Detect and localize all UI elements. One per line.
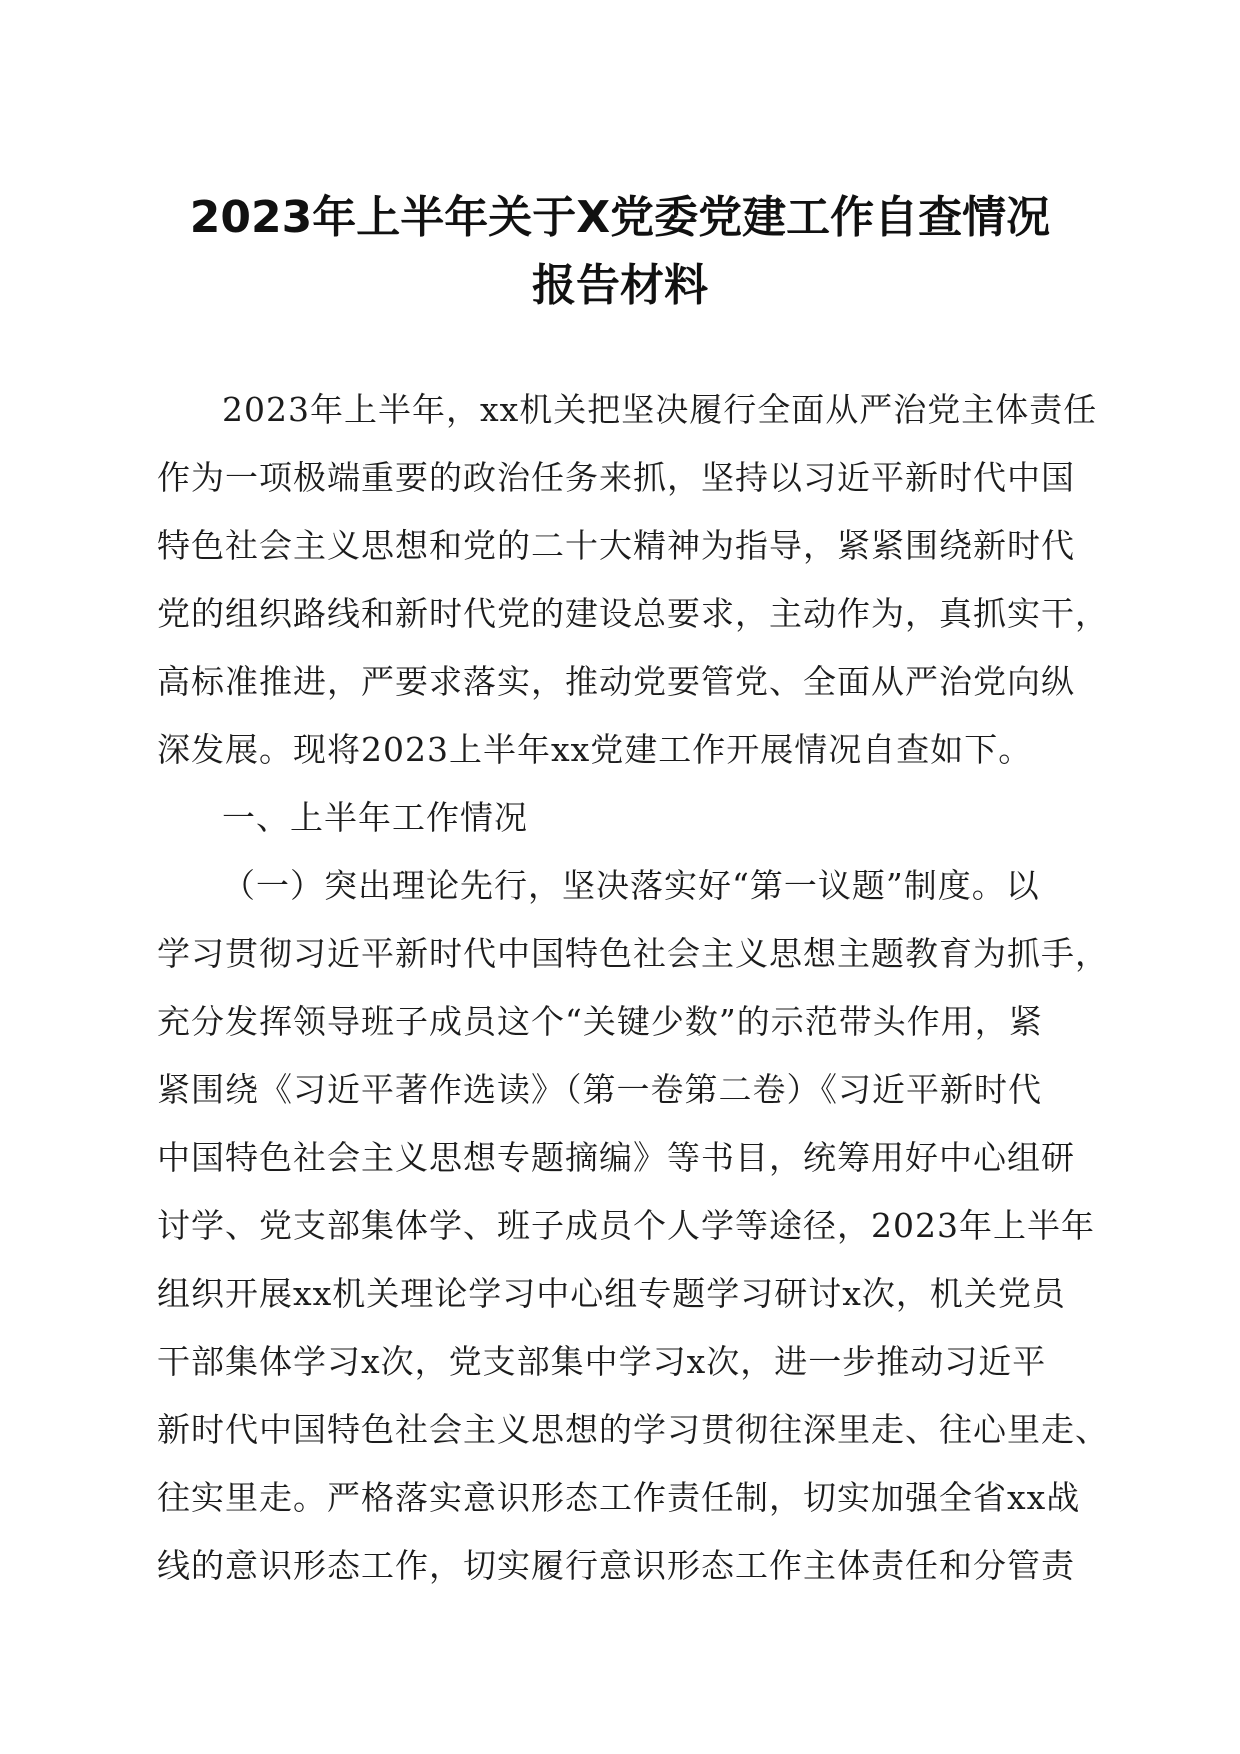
paragraph-line: 讨学、党支部集体学、班子成员个人学等途径，2023年上半年 bbox=[157, 1206, 1095, 1245]
document-title-line-2: 报告材料 bbox=[532, 260, 708, 311]
paragraph-line: 组织开展xx机关理论学习中心组专题学习研讨x次，机关党员 bbox=[157, 1274, 1066, 1313]
paragraph-line: 新时代中国特色社会主义思想的学习贯彻往深里走、往心里走、 bbox=[157, 1410, 1109, 1449]
paragraph-line: 2023年上半年，xx机关把坚决履行全面从严治党主体责任 bbox=[222, 390, 1098, 429]
paragraph-line: 中国特色社会主义思想专题摘编》等书目，统筹用好中心组研 bbox=[157, 1138, 1075, 1177]
paragraph-line: 往实里走。严格落实意识形态工作责任制，切实加强全省xx战 bbox=[157, 1478, 1081, 1517]
paragraph-line: 高标准推进，严要求落实，推动党要管党、全面从严治党向纵 bbox=[157, 662, 1075, 701]
paragraph-line: 特色社会主义思想和党的二十大精神为指导，紧紧围绕新时代 bbox=[157, 526, 1075, 565]
paragraph-line: （一）突出理论先行，坚决落实好“第一议题”制度。以 bbox=[222, 866, 1040, 905]
paragraph-line: 充分发挥领导班子成员这个“关键少数”的示范带头作用，紧 bbox=[157, 1002, 1043, 1041]
paragraph-line: 深发展。现将2023上半年xx党建工作开展情况自查如下。 bbox=[157, 730, 1033, 769]
paragraph-line: 学习贯彻习近平新时代中国特色社会主义思想主题教育为抓手， bbox=[157, 934, 1109, 973]
section-heading: 一、上半年工作情况 bbox=[222, 798, 528, 837]
paragraph-line: 干部集体学习x次，党支部集中学习x次，进一步推动习近平 bbox=[157, 1342, 1047, 1381]
paragraph-line: 作为一项极端重要的政治任务来抓，坚持以习近平新时代中国 bbox=[157, 458, 1075, 497]
paragraph-line: 线的意识形态工作，切实履行意识形态工作主体责任和分管责 bbox=[157, 1546, 1075, 1585]
paragraph-line: 党的组织路线和新时代党的建设总要求，主动作为，真抓实干， bbox=[157, 594, 1109, 633]
document-title-line-1: 2023年上半年关于X党委党建工作自查情况 bbox=[189, 192, 1051, 243]
paragraph-line: 紧围绕《习近平著作选读》（第一卷第二卷）《习近平新时代 bbox=[157, 1070, 1042, 1109]
